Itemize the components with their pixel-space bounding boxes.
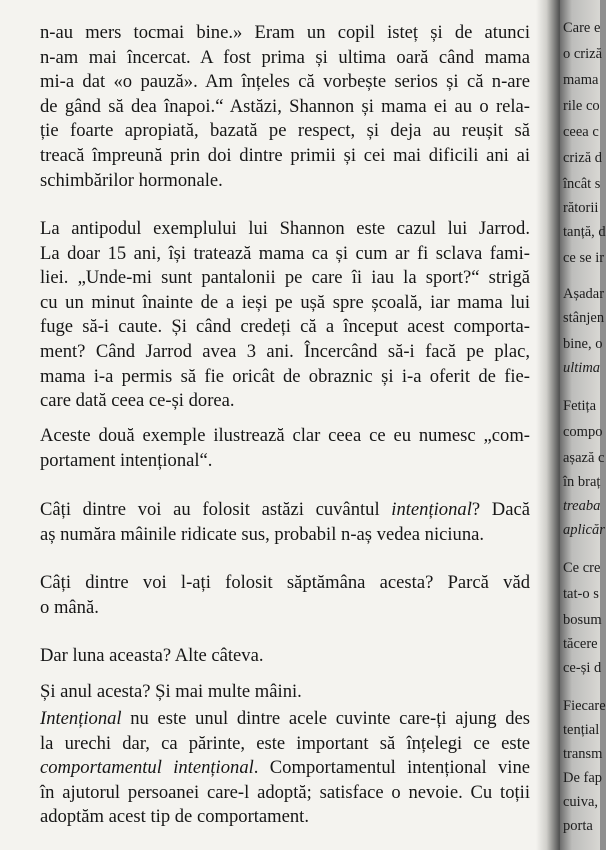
facing-page-fragment: ce-și d — [563, 660, 602, 676]
text-line — [40, 449, 530, 474]
text-line — [40, 242, 530, 267]
text-run: Și anul acesta? Și mai multe mâini. — [40, 681, 302, 702]
facing-page-fragment: Ce cre — [563, 560, 601, 576]
facing-page-fragment: rătorii — [563, 200, 599, 216]
text-run: o mână. — [40, 596, 99, 618]
facing-page-fragment: tențial — [563, 722, 600, 738]
text-run: liei. „Unde-mi sunt pantalonii pe care îi iau la sport?“ strigă — [40, 267, 530, 289]
text-line — [40, 571, 530, 596]
text-line — [40, 596, 530, 621]
text-run: aș număra mâinile ridicate sus, probabil n-aș vedea niciuna. — [40, 523, 485, 545]
facing-page-fragment: bosum — [563, 612, 602, 628]
facing-page-fragment: Care e — [563, 20, 601, 36]
facing-page-fragment: De fap — [563, 770, 603, 786]
text-run: Aceste două exemple ilustrează clar ceea ce eu numesc „com- — [40, 425, 530, 446]
facing-page-fragment: o criză — [563, 46, 603, 62]
facing-page-fragment: cuiva, — [563, 794, 599, 810]
facing-page-fragment: în braț — [563, 474, 601, 490]
facing-page-fragment: treaba — [563, 498, 601, 514]
text-run: mi-a dat «o pauză». Am înțeles că vorbește serios și că n-are — [40, 71, 530, 93]
text-run: La antipodul exemplului lui Shannon este cazul lui Jarrod. — [40, 218, 530, 239]
text-line — [40, 169, 530, 194]
text-run: în ajutorul persoanei care-l adoptă; satisface o nevoie. Cu toții — [40, 781, 530, 803]
text-run: schimbărilor hormonale. — [40, 169, 223, 191]
emphasis-text: intențional — [391, 499, 472, 520]
emphasis-text: comportamentul intențional — [40, 757, 254, 779]
text-run: fuge să-i caute. Și când credeți că a început acest comporta- — [40, 316, 530, 338]
text-run: care dată ceea ce-și dorea. — [40, 390, 235, 412]
text-line — [40, 680, 530, 705]
facing-page-fragment: criză d — [563, 150, 603, 166]
text-run: ție foarte apropiată, bazată pe respect, și deja au reușit să — [40, 120, 530, 142]
text-line — [40, 21, 530, 46]
facing-page-fragment: tanță, d — [563, 224, 606, 240]
facing-page-fragment: tăcere — [563, 636, 598, 652]
text-line — [40, 707, 530, 732]
paragraph — [40, 424, 530, 473]
text-run: la urechi dar, ca părinte, este important să înțelegi ce este — [40, 732, 530, 754]
paragraph — [40, 217, 530, 414]
text-run: mama i-a permis să fie oricât de obraznic și i-a oferit de fie- — [40, 365, 530, 387]
text-run: adoptăm acest tip de comportament. — [40, 806, 310, 828]
paragraph — [40, 498, 530, 547]
text-line — [40, 217, 530, 242]
text-run: portament intențional“. — [40, 449, 213, 471]
facing-page-fragment: mama — [563, 72, 599, 88]
text-line — [40, 119, 530, 144]
text-line — [40, 95, 530, 120]
facing-page-fragment: transm — [563, 746, 603, 762]
paragraph — [40, 644, 530, 669]
text-run: nu este unul dintre acele cuvinte care-ți ajung des — [121, 708, 530, 729]
facing-page-fragment: Fiecare — [563, 698, 606, 714]
facing-page-fragment: Fetița — [563, 398, 597, 414]
text-run: n-au mers tocmai bine.» Eram un copil isteț și de atunci — [40, 22, 530, 43]
text-line — [40, 781, 530, 806]
facing-page-fragment: bine, o — [563, 336, 603, 352]
text-line — [40, 291, 530, 316]
text-line — [40, 732, 530, 757]
facing-page-fragment: rile co — [563, 98, 600, 114]
facing-page-fragment: așază c — [563, 450, 605, 466]
text-line — [40, 756, 530, 781]
text-run: La doar 15 ani, își tratează mama ca și cum ar fi sclava fami- — [40, 242, 530, 264]
facing-page-fragment: ceea c — [563, 124, 599, 140]
facing-page-fragment: ce se ir — [563, 250, 605, 266]
text-line — [40, 340, 530, 365]
facing-page-fragment: stânjen — [563, 310, 605, 326]
text-line — [40, 365, 530, 390]
text-run: Câți dintre voi au folosit astăzi cuvântul — [40, 499, 392, 520]
text-line — [40, 70, 530, 95]
text-line — [40, 389, 530, 414]
text-run: ? Dacă — [471, 499, 530, 520]
facing-page-fragment: compo — [563, 424, 603, 440]
facing-page-fragment: porta — [563, 818, 593, 834]
text-line — [40, 46, 530, 71]
text-run: treacă împreună prin doi dintre primii și cei mai dificili ani ai — [40, 144, 530, 166]
facing-page-edge — [560, 0, 606, 850]
text-run: de gând să dea înapoi.“ Astăzi, Shannon și mama ei au o rela- — [40, 95, 530, 117]
paragraph — [40, 571, 530, 620]
text-run: ment? Când Jarrod avea 3 ani. Încercând să-i facă pe plac, — [40, 340, 530, 362]
paragraph — [40, 707, 530, 830]
text-line — [40, 805, 530, 830]
text-line — [40, 523, 530, 548]
facing-page-fragment: aplicăr — [563, 522, 605, 538]
text-run: . Comportamentul intențional vine — [253, 757, 531, 779]
text-run: n-am mai încercat. A fost prima și ultima oară când mama — [40, 46, 530, 68]
emphasis-text: Intențional — [40, 708, 122, 729]
facing-page-fragment: Așadar — [563, 286, 605, 302]
facing-page-fragment: ultima — [563, 360, 601, 376]
paragraph — [40, 680, 530, 705]
text-run: Dar luna aceasta? Alte câteva. — [40, 645, 264, 666]
text-line — [40, 266, 530, 291]
facing-page-fragment: tat-o s — [563, 586, 599, 602]
text-line — [40, 644, 530, 669]
text-line — [40, 144, 530, 169]
facing-page-fragment: încât s — [563, 176, 601, 192]
text-run: Câți dintre voi l-ați folosit săptămâna acesta? Parcă văd — [40, 572, 530, 593]
text-line — [40, 424, 530, 449]
paragraph — [40, 21, 530, 193]
text-run: cu un minut înainte de a ieși pe ușă spre școală, iar mama lui — [40, 291, 530, 313]
text-line — [40, 498, 530, 523]
text-line — [40, 315, 530, 340]
